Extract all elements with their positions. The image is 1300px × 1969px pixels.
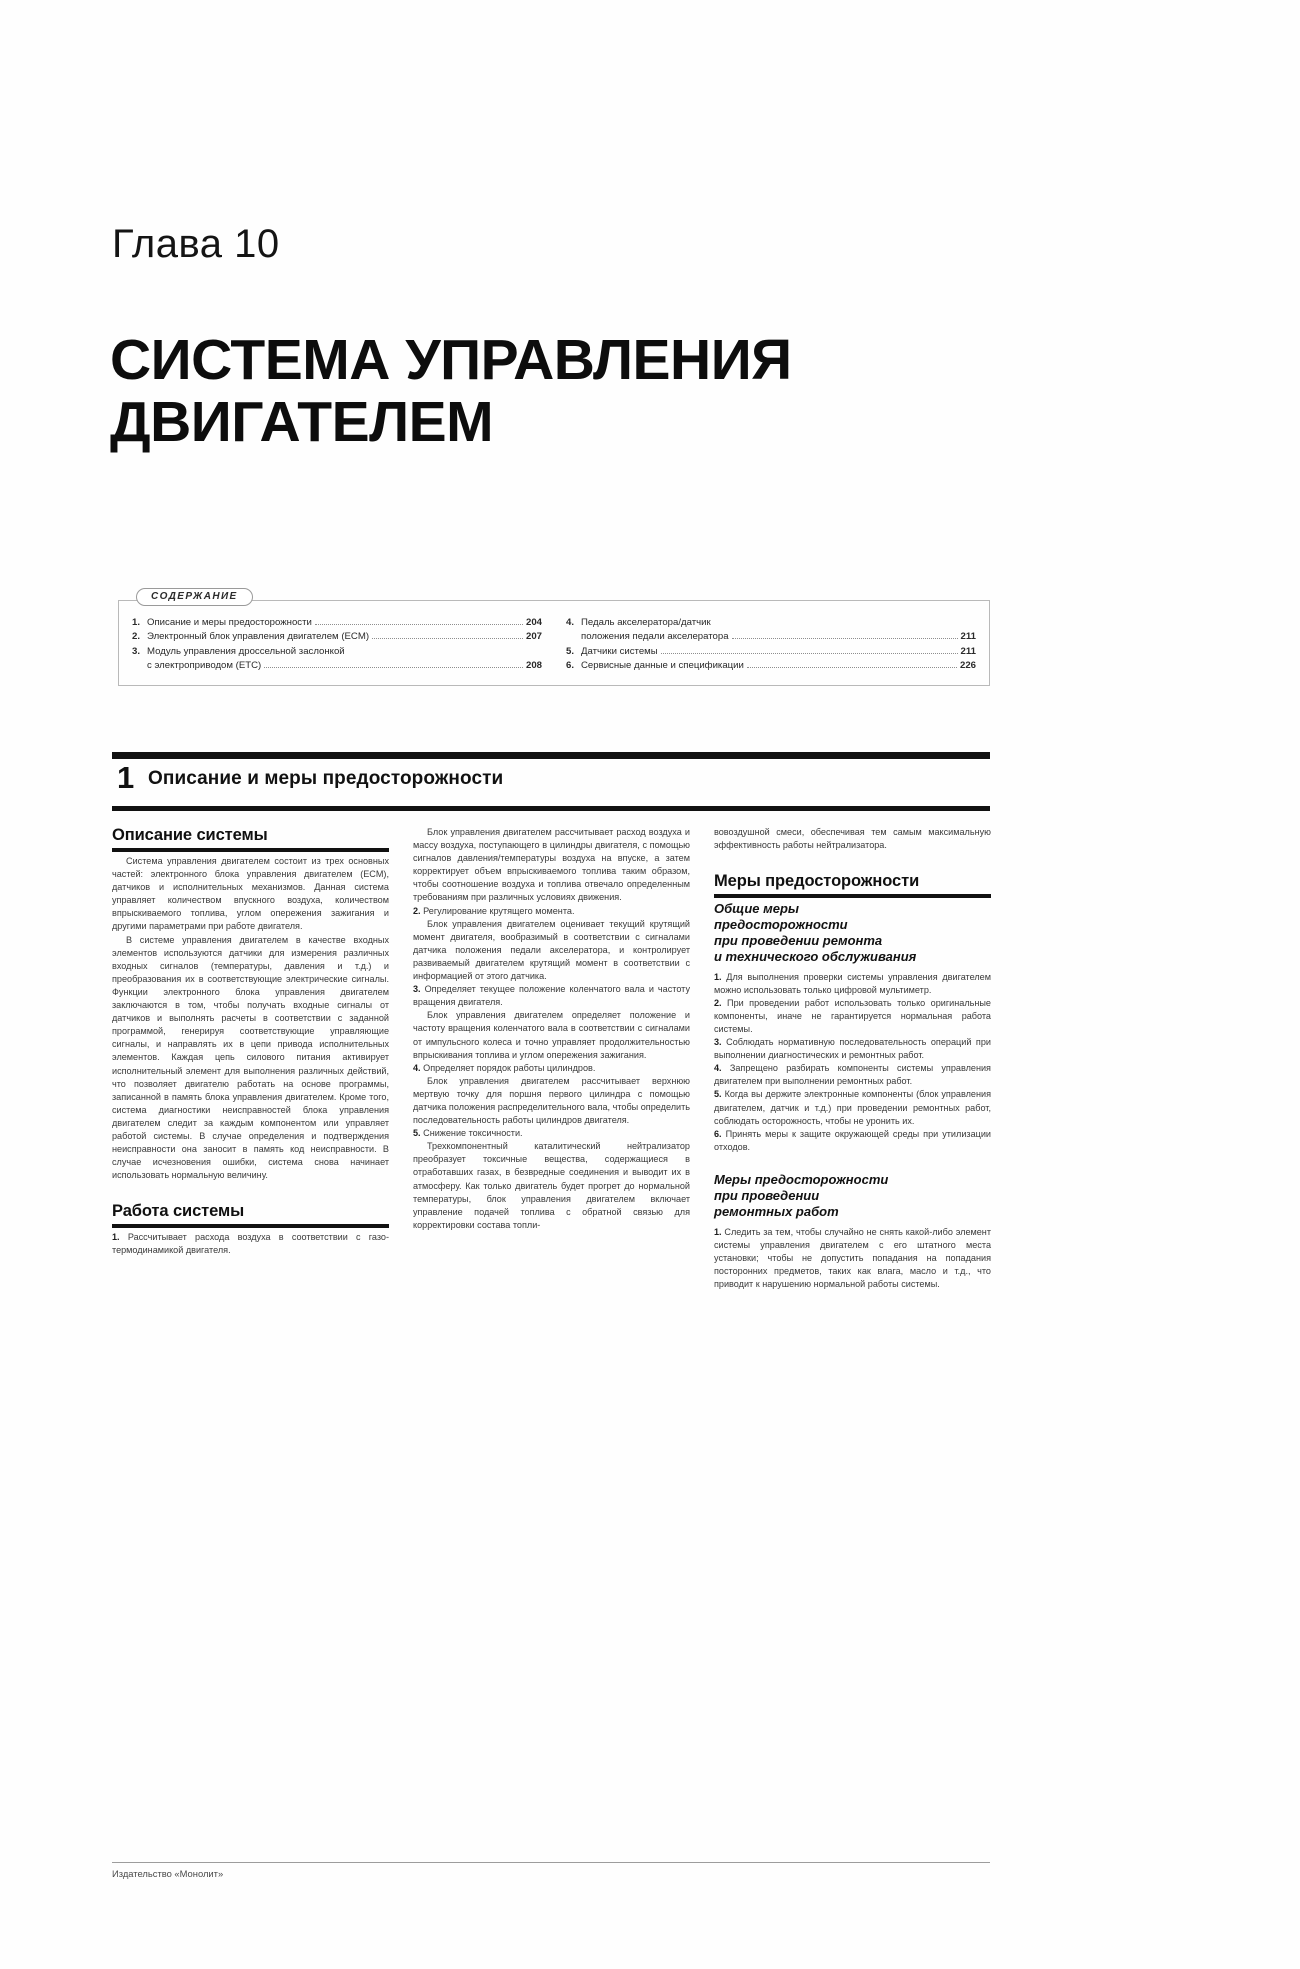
list-number: 5. (714, 1089, 722, 1100)
list-number: 6. (714, 1128, 722, 1139)
list-text: Когда вы держите электронные компоненты (блок управления двигателем, датчик и т.д.) при проведении ремонтных работ, соблюдать осторожность, чтобы не уронить их. (714, 1089, 991, 1126)
list-title: Регулирование крутящего момента. (423, 905, 575, 916)
numbered-paragraph (413, 1062, 690, 1075)
contents-entry-continued[interactable] (132, 659, 542, 673)
list-title: Снижение токсичности. (423, 1128, 523, 1139)
numbered-paragraph (714, 1062, 991, 1088)
list-number: 4. (714, 1063, 722, 1074)
subheading-line-4: и технического обслуживания (714, 948, 917, 964)
list-text: Принять меры к защите окружающей среды при утилизации отходов. (714, 1128, 991, 1152)
list-number: 2. (413, 905, 421, 916)
contents-entry-page: 208 (525, 660, 542, 672)
contents-entry-page: 226 (959, 660, 976, 672)
list-number: 1. (714, 971, 722, 982)
contents-entry[interactable] (132, 616, 542, 630)
contents-entry-continued[interactable] (566, 630, 976, 644)
contents-entry-number: 4. (566, 617, 575, 628)
heading-system-operation: Работа системы (112, 1202, 389, 1228)
contents-entry-title: Датчики системы (581, 645, 658, 657)
list-text: Запрещено разбирать компоненты системы управления двигателем при выполнении ремонтных работ. (714, 1063, 991, 1087)
numbered-paragraph (714, 1226, 991, 1291)
section-rule-top (112, 752, 990, 759)
contents-leader-dots (747, 660, 957, 668)
paragraph-continued: вовоздушной смеси, обеспечивая тем самым максимальную эффективность работы нейтрализатора. (714, 827, 991, 851)
subheading-general-precautions (714, 901, 991, 964)
column-3 (714, 826, 991, 1836)
list-number: 3. (413, 984, 421, 995)
subheading-line-1: Общие меры (714, 901, 799, 917)
list-text: Соблюдать нормативную последовательность операций при выполнении диагностических и ремонтных работ. (714, 1037, 991, 1061)
numbered-paragraph (413, 905, 690, 918)
contents-entry-page: 207 (525, 631, 542, 643)
numbered-paragraph (714, 997, 991, 1036)
contents-column-left (132, 616, 542, 674)
subheading-line-1: Меры предосторожности (714, 1171, 889, 1187)
column-2 (413, 826, 690, 1836)
contents-entry-title: Педаль акселератора/датчик (581, 617, 711, 628)
paragraph: Трехкомпонентный каталитический нейтрализатор преобразует токсичные вещества, содержащиеся в отработавших газах, в безвредные соединения и выводит их в атмосферу. Как только двигатель будет прогрет до нормальной температуры, блок управления двигателем включает управление подачей топлива с обратной связью для корректировки состава топли- (413, 1141, 690, 1230)
contents-entry-title: положения педали акселератора (581, 631, 729, 643)
chapter-title-line-2: ДВИГАТЕЛЕМ (110, 389, 494, 454)
contents-entry-title: Сервисные данные и спецификации (581, 660, 744, 672)
list-title: Определяет текущее положение коленчатого вала и частоту вращения двигателя. (413, 984, 690, 1008)
list-text: Рассчитывает расхода воздуха в соответствии с газо-термодинамикой двигателя. (112, 1232, 389, 1256)
contents-leader-dots (315, 617, 523, 625)
paragraph: Блок управления двигателем оценивает текущий крутящий момент двигателя, вообразимый в соответствии с сигналами датчика положения педали акселератора, и контролирует развиваемый двигателем крутящий момент в соответствии с информацией от этого датчика. (413, 918, 690, 982)
list-number: 1. (714, 1226, 722, 1237)
contents-entry-title: с электроприводом (ETC) (147, 660, 262, 672)
contents-entry-title: Описание и меры предосторожности (147, 617, 312, 628)
footer-publisher: Издательство «Монолит» (112, 1868, 224, 1879)
column-1 (112, 826, 389, 1836)
heading-system-description: Описание системы (112, 826, 389, 852)
numbered-paragraph (714, 971, 991, 997)
list-number: 4. (413, 1062, 421, 1073)
contents-entry-title: Электронный блок управления двигателем (ECM) (147, 631, 370, 643)
paragraph: Блок управления двигателем определяет положение и частоту вращения коленчатого вала в соответствии с сигналами от импульсного колеса и точно управляет продолжительностью впрыскивания топлива и углом опережения зажигания. (413, 1010, 690, 1060)
list-number: 1. (112, 1232, 120, 1243)
numbered-paragraph (714, 1036, 991, 1062)
contents-column-right (566, 616, 976, 674)
contents-leader-dots (661, 646, 958, 654)
contents-entry-page: 211 (960, 645, 976, 657)
list-text: Следить за тем, чтобы случайно не снять какой-либо элемент системы управления двигателем с его штатного места установки; чтобы не допустить попадания на попадания посторонних предметов, таких как влага, масло и т.д., что приводит к нарушению нормальной работы системы. (714, 1226, 991, 1289)
chapter-label: Глава 10 (112, 222, 280, 266)
subheading-line-3: при проведении ремонта (714, 932, 883, 948)
body-columns (112, 826, 990, 1836)
contents-entry-number: 2. (132, 631, 141, 643)
subheading-line-2: предосторожности (714, 917, 848, 933)
chapter-title (110, 330, 930, 453)
paragraph: Блок управления двигателем рассчитывает расход воздуха и массу воздуха, поступающего в цилиндры двигателя, с помощью сигналов давления/температуры воздуха на впуске, а затем корректирует объем впрыскиваемого топлива таким образом, чтобы соотношение воздуха и топлива отвечало определенным требованиям при различных условиях движения. (413, 827, 690, 903)
contents-entry[interactable] (132, 645, 542, 659)
contents-entry-number: 5. (566, 645, 575, 657)
chapter-title-line-1: СИСТЕМА УПРАВЛЕНИЯ (110, 328, 792, 392)
contents-leader-dots (372, 631, 523, 639)
list-number: 5. (413, 1128, 421, 1139)
contents-entry-title: Модуль управления дроссельной заслонкой (147, 645, 345, 657)
list-text: Для выполнения проверки системы управления двигателем можно использовать только цифровой мультиметр. (714, 971, 991, 995)
paragraph: В системе управления двигателем в качестве входных элементов используются датчики для измерения различных входных сигналов (температуры, давления и т.д.) и преобразования их в соответствующие электрические сигналы. Функции электронного блока управления двигателем заключаются в том, чтобы получать входные сигналы от датчиков и выполнять расчеты в соответствии с заданной программой, генерируя соответствующие управляющие сигналы, и направлять их в цепи привода исполнительных элементов. Каждая цепь силового питания активирует исполнительный элемент для выполнения различных действий, что позволяет двигателю работать на основе программы, записанной в память блока управления двигателем. Кроме того, система диагностики неисправностей блока управления двигателем следит за каждым компонентом или управляет работой системы. В случае определения и подтверждения неисправности она заносит в память код неисправности. В случае исчезновения ошибки, система снова начинает использовать нормальную величину. (112, 934, 389, 1181)
contents-entry[interactable] (566, 645, 976, 659)
list-number: 3. (714, 1037, 722, 1048)
contents-leader-dots (264, 660, 523, 668)
numbered-paragraph (413, 1127, 690, 1140)
list-number: 2. (714, 997, 722, 1008)
contents-entry[interactable] (566, 616, 976, 630)
list-text: При проведении работ использовать только оригинальные компоненты, иначе не гарантируется нормальная работа системы. (714, 997, 991, 1034)
contents-entry-number: 6. (566, 660, 575, 672)
numbered-paragraph (714, 1088, 991, 1127)
subheading-repair-precautions (714, 1172, 991, 1220)
section-rule-bottom (112, 806, 990, 811)
contents-entry[interactable] (132, 630, 542, 644)
contents-entry-number: 1. (132, 617, 141, 628)
contents-entry-page: 204 (525, 617, 542, 628)
contents-entry-page: 211 (960, 631, 976, 643)
heading-precautions: Меры предосторожности (714, 872, 991, 898)
contents-entry-number: 3. (132, 645, 141, 657)
section-number: 1 (117, 760, 135, 795)
contents-tag: СОДЕРЖАНИЕ (136, 588, 253, 606)
contents-entry[interactable] (566, 659, 976, 673)
list-title: Определяет порядок работы цилиндров. (423, 1062, 596, 1073)
paragraph: Система управления двигателем состоит из трех основных частей: электронного блока управления двигателем (ECM), датчиков и исполнительных механизмов. Данная система управляет количеством впускного воздуха, количеством впрыскиваемого топлива, углом опережения зажигания и другими параметрами при работе двигателя. (112, 856, 389, 932)
contents-columns (118, 616, 990, 674)
paragraph: Блок управления двигателем рассчитывает верхнюю мертвую точку для поршня первого цилиндра с помощью датчика положения распределительного вала, чтобы определить последовательность работы цилиндров двигателя. (413, 1075, 690, 1126)
subheading-line-3: ремонтных работ (714, 1203, 839, 1219)
footer-divider (112, 1862, 990, 1863)
numbered-paragraph (714, 1128, 991, 1154)
section-title: Описание и меры предосторожности (148, 768, 504, 789)
numbered-paragraph (112, 1231, 389, 1257)
contents-leader-dots (732, 631, 958, 639)
numbered-paragraph (413, 983, 690, 1009)
subheading-line-2: при проведении (714, 1187, 820, 1203)
